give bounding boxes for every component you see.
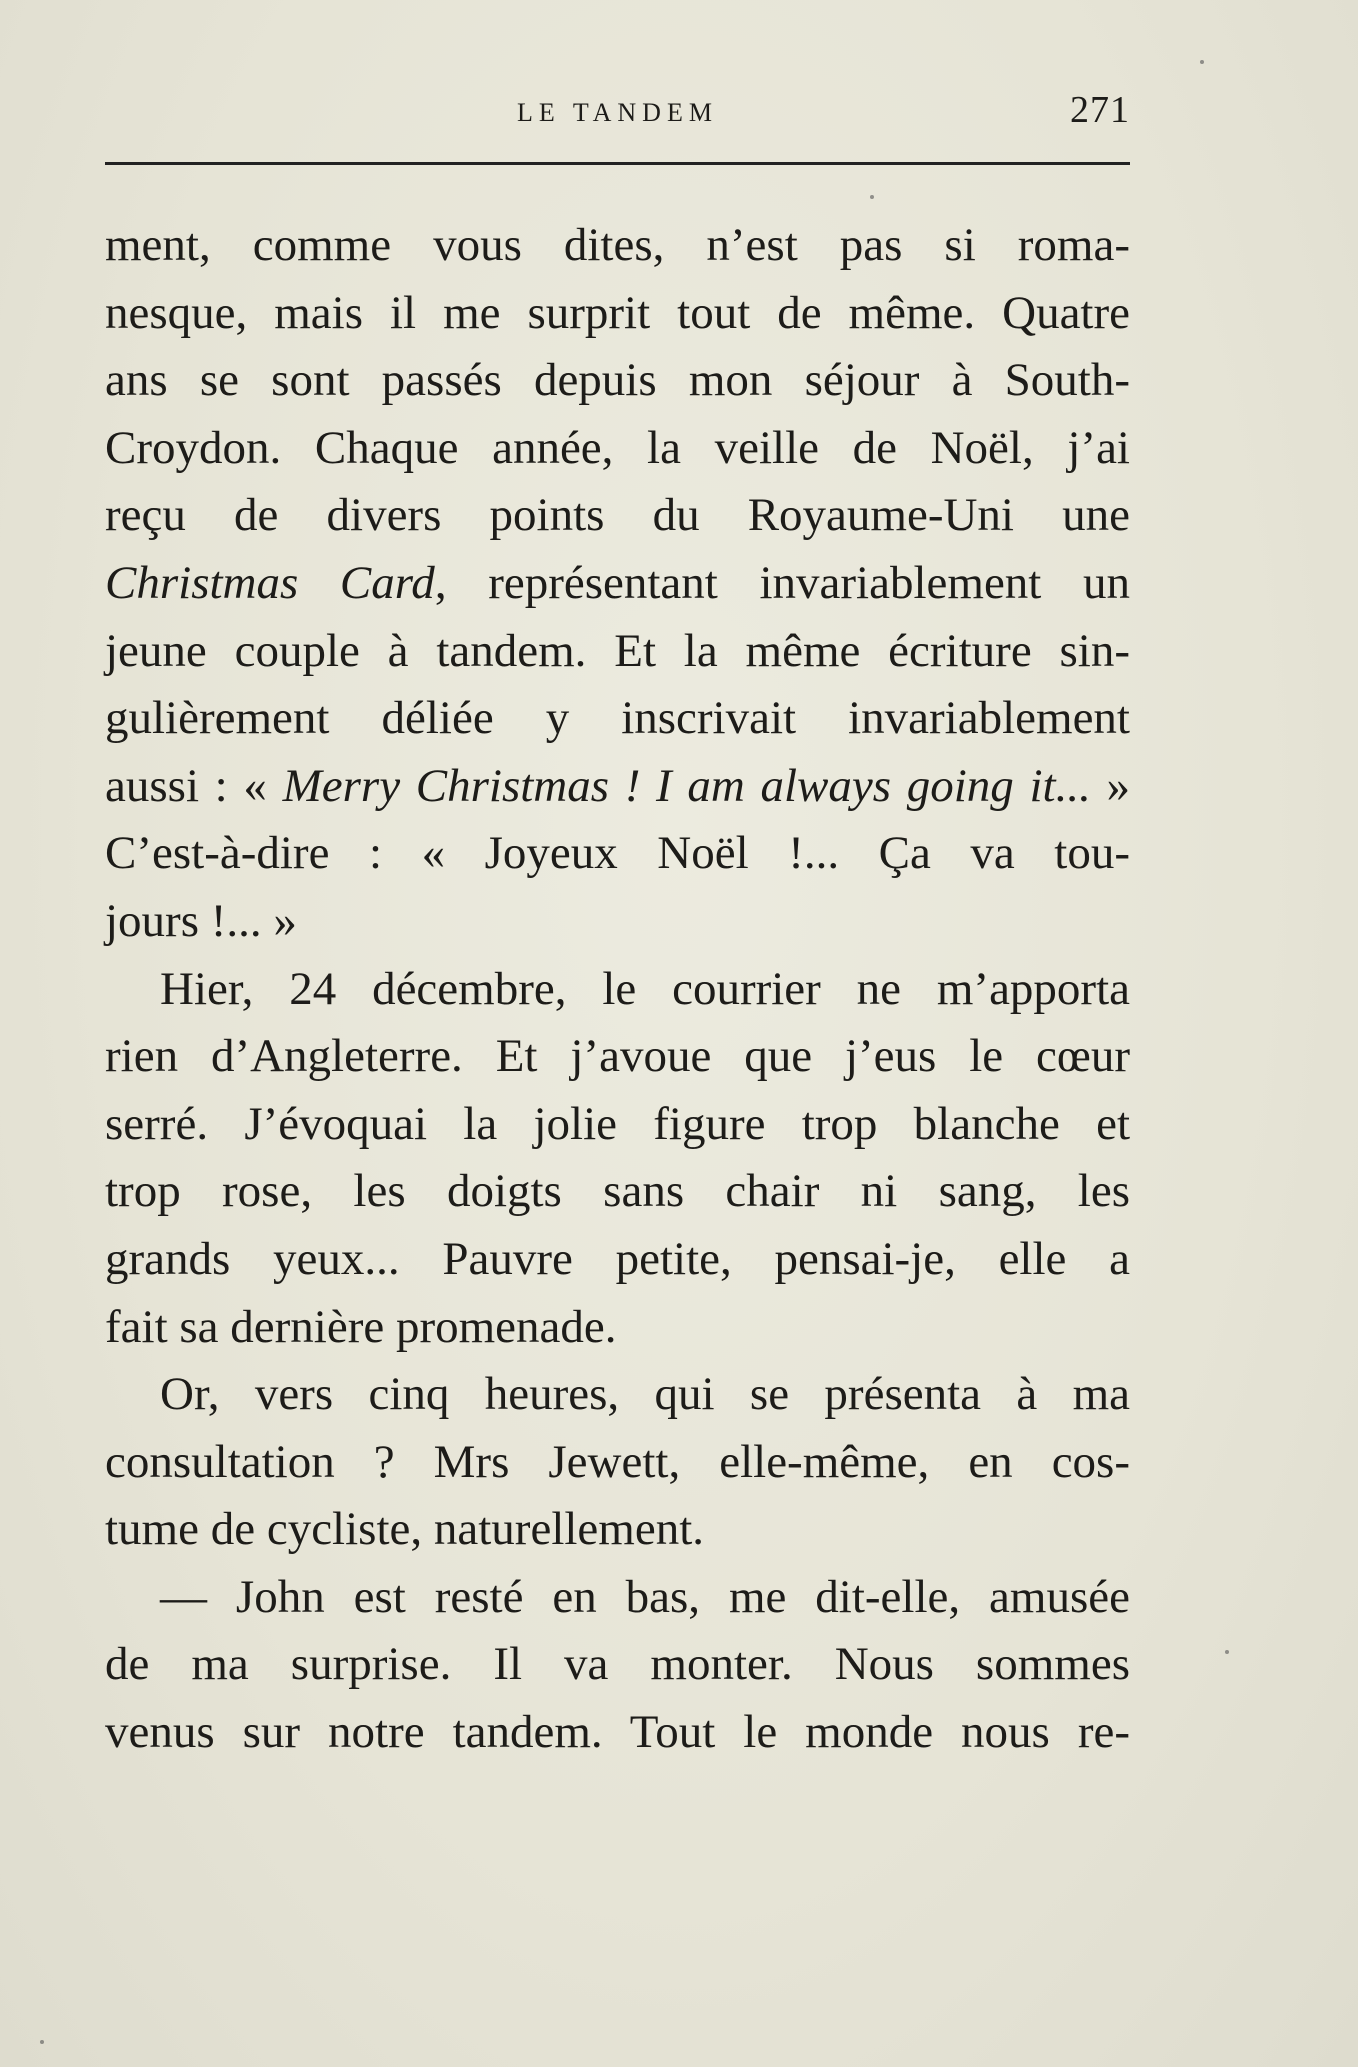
text-line: nesque, mais il me surprit tout de même. Quatre: [105, 286, 1130, 339]
italic-phrase: Merry Christmas ! I am always going it...: [282, 759, 1091, 812]
text-line: reçu de divers points du Royaume-Uni une: [105, 489, 1130, 542]
italic-phrase: Christmas Card: [105, 556, 435, 609]
paper-speck: [1200, 60, 1204, 64]
text-line: trop rose, les doigts sans chair ni sang, les: [105, 1165, 1130, 1218]
text-line: consultation ? Mrs Jewett, elle-même, en cos-: [105, 1435, 1130, 1488]
paper-speck: [1225, 1650, 1229, 1654]
text-line: tume de cycliste, naturellement.: [105, 1503, 705, 1556]
running-title: LE TANDEM: [517, 98, 718, 127]
header-rule: [105, 162, 1130, 165]
text-line: jeune couple à tandem. Et la même écriture sin-: [105, 624, 1130, 677]
paper-speck: [40, 2040, 44, 2044]
text-line: C’est-à-dire : « Joyeux Noël !... Ça va tou-: [105, 827, 1130, 880]
text-line: gulièrement déliée y inscrivait invariablement: [105, 692, 1130, 745]
running-head: [105, 88, 1130, 138]
text-line: Or, vers cinq heures, qui se présenta à ma: [160, 1368, 1130, 1421]
text-line: ment, comme vous dites, n’est pas si roma-: [105, 219, 1130, 271]
text-line: rien d’Angleterre. Et j’avoue que j’eus le cœur: [105, 1030, 1130, 1083]
text-line: Hier, 24 décembre, le courrier ne m’apporta: [160, 962, 1130, 1015]
body-text: [105, 212, 1130, 1767]
page-number: 271: [1070, 89, 1130, 131]
text-line: grands yeux... Pauvre petite, pensai-je, elle a: [105, 1232, 1130, 1285]
text-line-italic-quote: aussi : « Merry Christmas ! I am always going it... »: [105, 759, 1131, 812]
text-line-italic-title: Christmas Card, représentant invariablement un: [105, 556, 1130, 609]
paper-speck: [870, 195, 874, 199]
text-line: — John est resté en bas, me dit-elle, amusée: [160, 1570, 1130, 1623]
text-line: fait sa dernière promenade.: [105, 1300, 617, 1353]
text-line: venus sur notre tandem. Tout le monde nous re-: [105, 1706, 1130, 1759]
text-line: serré. J’évoquai la jolie figure trop blanche et: [105, 1097, 1130, 1150]
text-line: jours !... »: [105, 894, 297, 947]
text-line: ans se sont passés depuis mon séjour à South-: [105, 354, 1130, 407]
text-line: Croydon. Chaque année, la veille de Noël, j’ai: [105, 421, 1130, 474]
text-line: de ma surprise. Il va monter. Nous sommes: [105, 1638, 1130, 1691]
